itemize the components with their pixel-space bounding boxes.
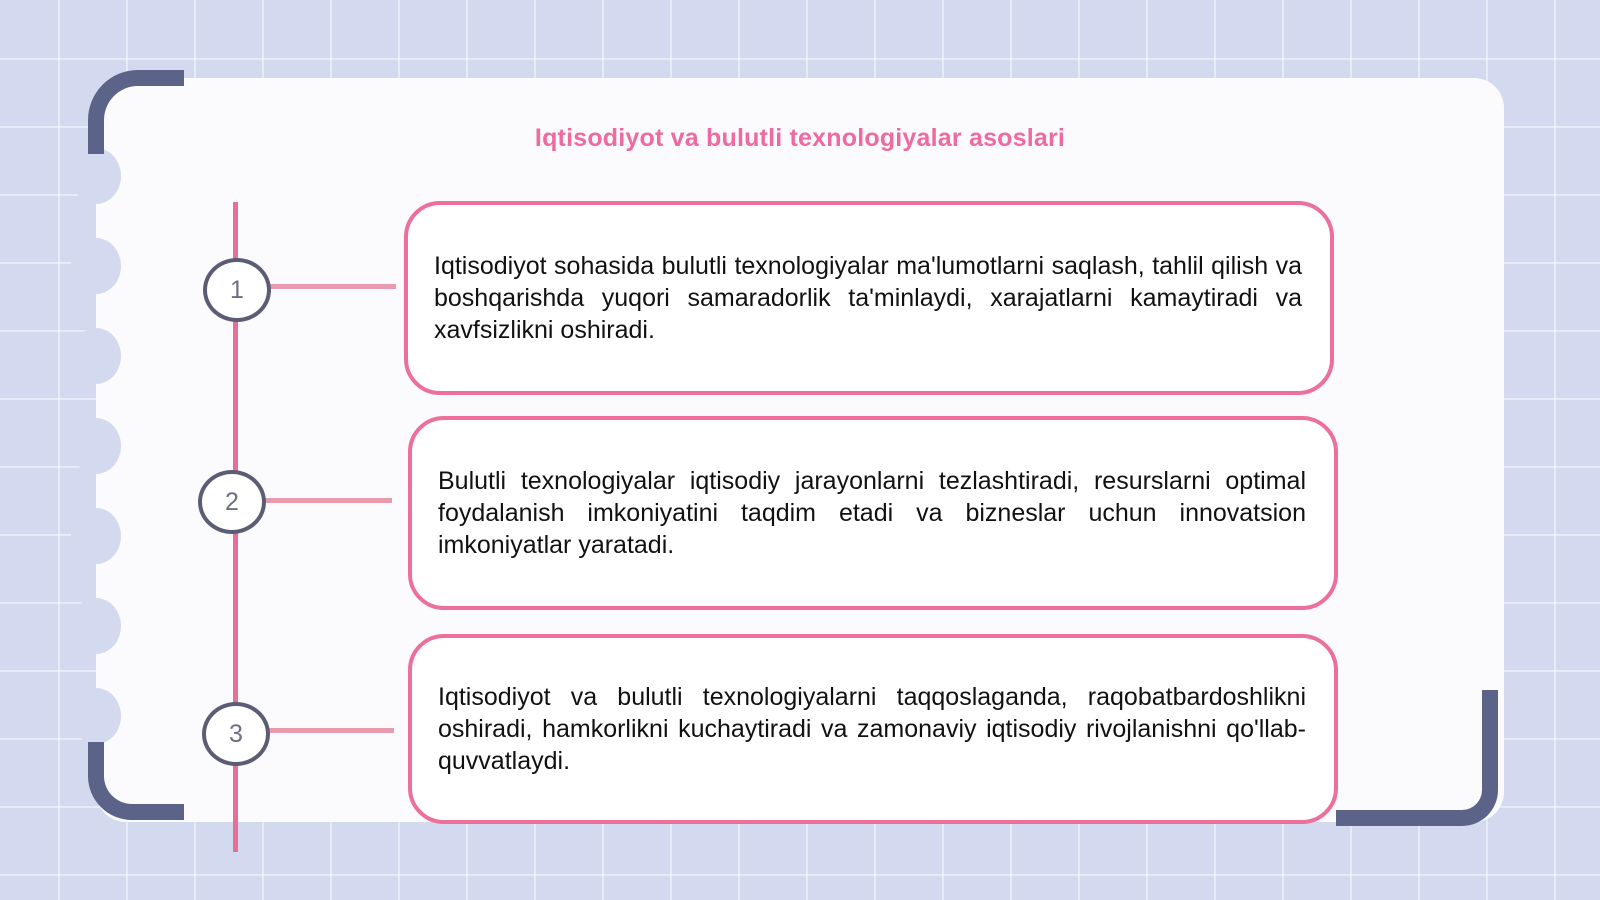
card-text: Iqtisodiyot sohasida bulutli texnologiyalar ma'lumotlarni saqlash, tahlil qilish va boshqarishda yuqori samaradorlik ta'minlaydi, xarajatlarni kamaytiradi va xavfsizlikni oshiradi.	[434, 252, 1302, 344]
timeline-connector	[264, 284, 396, 289]
paper-notch	[71, 148, 121, 204]
corner-bracket-bottom-left	[88, 742, 184, 820]
timeline-connector	[262, 498, 392, 503]
paper-notch	[71, 238, 121, 294]
corner-bracket-bottom-right	[1336, 690, 1498, 826]
card-text: Bulutli texnologiyalar iqtisodiy jarayonlarni tezlashtiradi, resurslarni optimal foydalanish imkoniyatini taqdim etadi va bizneslar uchun innovatsion imkoniyatlar yaratadi.	[438, 467, 1306, 559]
paper-notch	[71, 598, 121, 654]
timeline-card-3	[408, 634, 1338, 824]
paper-notch	[71, 418, 121, 474]
paper-notch	[71, 508, 121, 564]
paper-notch	[71, 328, 121, 384]
timeline-card-2	[408, 416, 1338, 610]
timeline-connector	[264, 728, 394, 733]
step-number-2: 2	[198, 470, 266, 534]
slide-title: Iqtisodiyot va bulutli texnologiyalar asoslari	[534, 124, 1066, 152]
step-number-1: 1	[203, 258, 271, 322]
paper-notch	[71, 688, 121, 744]
step-number-3: 3	[202, 702, 270, 766]
timeline-card-1	[404, 201, 1334, 395]
card-text: Iqtisodiyot va bulutli texnologiyalarni taqqoslaganda, raqobatbardoshlikni oshiradi, hamkorlikni kuchaytiradi va zamonaviy iqtisodiy rivojlanishni qo'llab-quvvatlaydi.	[438, 683, 1306, 775]
